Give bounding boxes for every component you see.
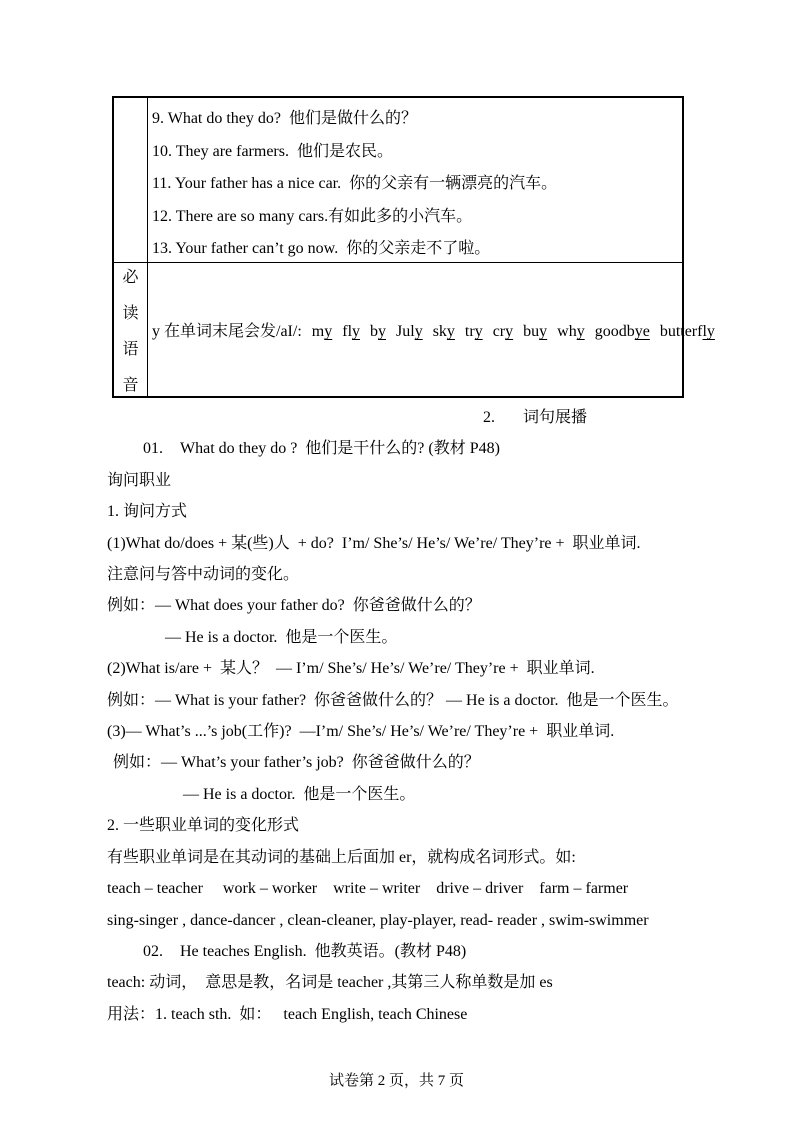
note-line: 例如：— What’s your father’s job? 你爸爸做什么的？ xyxy=(113,754,480,772)
phonics-label xyxy=(114,263,148,396)
phonics-label-char: 读 xyxy=(122,305,139,322)
note-line: teach: 动词， 意思是教，名词是 teacher ,其第三人称单数是加 es xyxy=(107,974,553,992)
note-line: — He is a doctor. 他是一个医生。 xyxy=(165,628,398,646)
key-point-02 xyxy=(143,936,689,967)
phonic-word: buy xyxy=(523,323,548,340)
phonics-row xyxy=(114,262,715,396)
section-heading-number: 2. xyxy=(483,409,495,426)
note-line: 有些职业单词是在其动词的基础上后面加 er，就构成名词形式。如: xyxy=(107,848,576,866)
note-line: 例如：— What does your father do? 你爸爸做什么的？ xyxy=(107,597,481,615)
key-sentence: 10. They are farmers. 他们是农民。 xyxy=(152,142,393,160)
phonic-word: July xyxy=(396,323,423,340)
phonics-label-char: 音 xyxy=(122,377,139,394)
note-line: 注意问与答中动词的变化。 xyxy=(107,566,300,584)
note-line: 2. 一些职业单词的变化形式 xyxy=(107,817,300,835)
key-point-01 xyxy=(143,433,689,464)
lesson-notes xyxy=(107,402,689,1030)
phonics-label-char: 必 xyxy=(122,269,139,286)
phonic-word: cry xyxy=(492,323,514,340)
phonic-word: why xyxy=(557,323,585,340)
note-line: (2)What is/are + 某人？ — I’m/ She’s/ He’s/ We’re/ They’re + 职业单词. xyxy=(107,660,595,678)
note-line: sing-singer , dance-dancer , clean-cleaner, play-player, read- reader , swim-swimmer xyxy=(107,911,649,929)
note-line: 1. 询问方式 xyxy=(107,503,188,521)
section-heading-title: 词句展播 xyxy=(523,409,588,426)
phonic-word: my xyxy=(311,323,333,340)
phonics-line xyxy=(152,318,715,341)
note-line: — He is a doctor. 他是一个医生。 xyxy=(183,785,416,803)
key-sentences-table xyxy=(112,96,715,398)
note-line: (1)What do/does + 某(些)人 + do? I’m/ She’s/ He’s/ We’re/ They’re + 职业单词. xyxy=(107,534,641,552)
note-line: teach – teacher work – worker write – writer drive – driver farm – farmer xyxy=(107,880,629,898)
key-sentence: 9. What do they do? 他们是做什么的？ xyxy=(152,110,418,127)
key-sentences-row xyxy=(114,98,682,262)
phonic-word: butterfly xyxy=(659,323,715,340)
note-line: 用法：1. teach sth. 如： teach English, teach Chinese xyxy=(107,1005,468,1023)
phonics-cell xyxy=(148,263,715,396)
key-point-02-number: 02. xyxy=(143,942,163,960)
key-sentence: 12. There are so many cars.有如此多的小汽车。 xyxy=(152,207,473,225)
note-line: 询问职业 xyxy=(107,471,172,489)
note-line: (3)— What’s ...’s job(工作)? —I’m/ She’s/ He’s/ We’re/ They’re + 职业单词. xyxy=(107,723,615,741)
phonic-word: by xyxy=(370,323,387,340)
key-sentence: 13. Your father can’t go now. 你的父亲走不了啦。 xyxy=(152,240,491,257)
note-line: 例如：— What is your father? 你爸爸做什么的？ — He is a doctor. 他是一个医生。 xyxy=(107,691,679,709)
phonic-word: sky xyxy=(432,323,455,340)
phonics-words xyxy=(302,323,715,340)
key-point-01-text: What do they do ? 他们是干什么的? (教材 P48) xyxy=(180,440,500,458)
key-point-01-number: 01. xyxy=(143,440,163,458)
key-sentences-cell xyxy=(148,98,682,262)
phonic-word: try xyxy=(464,323,483,340)
phonics-intro: y 在单词末尾会发/aI/: xyxy=(152,323,302,340)
page-footer: 试卷第 2 页，共 7 页 xyxy=(328,1073,464,1089)
section-heading xyxy=(483,402,689,433)
phonics-label-char: 语 xyxy=(122,341,139,358)
phonic-word: fly xyxy=(342,323,361,340)
phonic-word: goodbye xyxy=(594,323,650,340)
key-sentence: 11. Your father has a nice car. 你的父亲有一辆漂亮的汽车。 xyxy=(152,175,558,192)
key-point-02-text: He teaches English. 他教英语。(教材 P48) xyxy=(180,942,467,960)
key-sentences-label-cell xyxy=(114,98,148,262)
